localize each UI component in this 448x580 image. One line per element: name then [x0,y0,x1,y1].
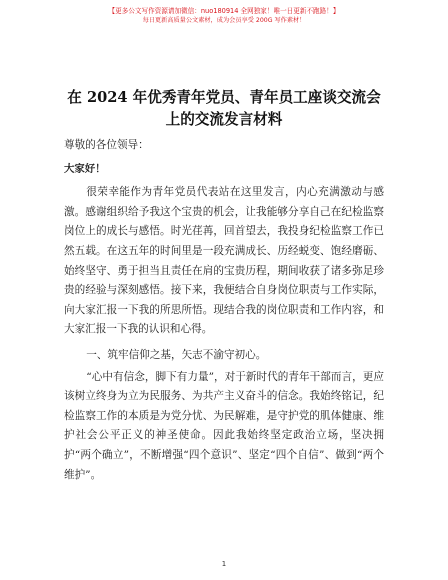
promo-line-wechat: 【更多公文写作资源请加微信：nuo180914 全网独家！唯一日更新不跑路！】 [108,7,340,15]
paragraph-section-1: “心中有信念，脚下有力量”，对于新时代的青年干部而言，更应该树立终身为立为民服务、为共产主义奋斗的信念。我始终铭记，纪检监察工作的本质是为党分忧、为民解难，是守护党的肌体健康、维护社会公平正义的神圣使命。因此我始终坚定政治立场，坚决拥护“两个确立”，不断增强“四个意识”、坚定“四个自信”、做到“两个维护”。 [64,370,384,481]
document-title-line-1: 在 2024 年优秀青年党员、青年员工座谈交流会 [67,89,381,106]
section-heading-1: 一、筑牢信仰之基，矢志不渝守初心。 [86,348,267,361]
promo-line-membership: 每日更新高质量公文素材，成为会员享受 200G 写作素材！ [142,17,306,24]
paragraph-intro: 很荣幸能作为青年党员代表站在这里发言，内心充满激动与感激。感谢组织给予我这个宝贵的机会，让我能够分享自己在纪检监察岗位上的成长与感悟。时光荏苒，回首望去，我投身纪检监察工作已然五载。在这五年的时间里是一段充满成长、历经蜕变、饱经磨砺、始终坚守、勇于担当且责任在肩的宝贵历程，期间收获了诸多弥足珍贵的经验与深刻感悟。接下来，我便结合自身岗位职责与工作实际，向大家汇报一下我的所思所悟。现结合我的岗位职责和工作内容，和大家汇报一下我的认识和心得。 [64,186,384,336]
document-title [40,87,408,131]
greeting: 大家好！ [64,162,106,175]
page-number: 1 [221,560,227,568]
document-title-line-2: 上的交流发言材料 [165,111,283,128]
document-body [64,136,384,485]
salutation: 尊敬的各位领导： [64,139,149,151]
promo-banner [0,6,448,26]
